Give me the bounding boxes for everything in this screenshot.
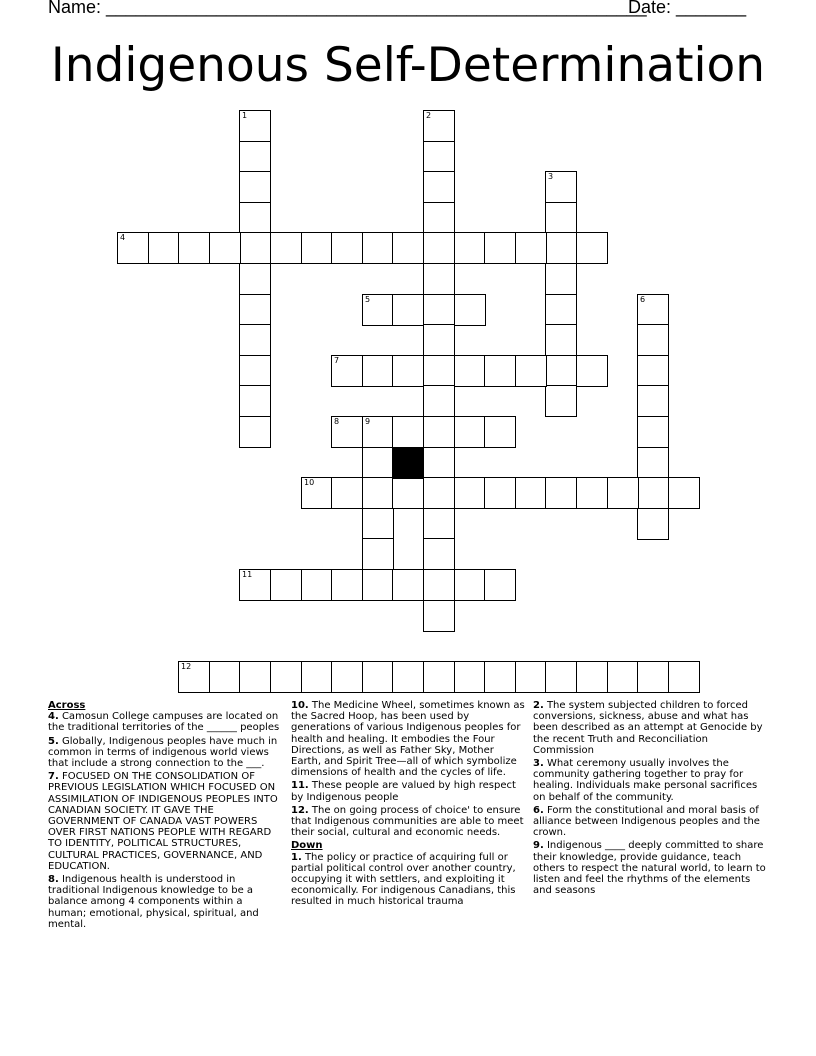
clue-down-6: 6. Form the constitutional and moral basis of alliance between Indigenous peoples and the crown.: [533, 804, 760, 839]
grid-cell[interactable]: [392, 355, 424, 387]
grid-cell[interactable]: [515, 355, 547, 387]
clue-down-9: 9. Indigenous ____ deeply committed to share their knowledge, provide guidance, teach others to respect the natural world, to learn to listen and feel the rhythms of the elements and seasons: [533, 840, 766, 897]
grid-cell[interactable]: [392, 569, 424, 601]
grid-cell[interactable]: [637, 508, 669, 540]
grid-cell[interactable]: [454, 661, 486, 693]
grid-cell[interactable]: [239, 141, 271, 173]
grid-cell[interactable]: [637, 416, 669, 448]
grid-cell[interactable]: [423, 508, 455, 540]
grid-cell[interactable]: [331, 569, 363, 601]
grid-cell[interactable]: [392, 416, 424, 448]
clue-number: 8: [334, 417, 340, 426]
clue-number: 12: [181, 662, 192, 671]
grid-cell[interactable]: [239, 324, 271, 356]
grid-cell[interactable]: [239, 232, 271, 264]
grid-cell[interactable]: [270, 569, 302, 601]
grid-cell[interactable]: [423, 141, 455, 173]
clue-number: 7: [334, 356, 340, 365]
grid-cell[interactable]: [239, 110, 271, 142]
grid-cell[interactable]: [331, 416, 363, 448]
grid-cell[interactable]: [239, 385, 271, 417]
grid-cell[interactable]: [607, 477, 639, 509]
clues-column-2: [291, 700, 525, 910]
grid-cell[interactable]: [362, 508, 394, 540]
grid-cell[interactable]: [239, 171, 271, 203]
grid-cell[interactable]: [515, 232, 547, 264]
grid-cell[interactable]: [576, 661, 608, 693]
grid-cell[interactable]: [423, 232, 455, 264]
grid-cell[interactable]: [484, 477, 516, 509]
grid-cell[interactable]: [423, 569, 455, 601]
grid-cell[interactable]: [576, 477, 608, 509]
grid-cell[interactable]: [301, 232, 333, 264]
grid-cell[interactable]: [637, 447, 669, 479]
grid-cell[interactable]: [423, 294, 455, 326]
grid-cell[interactable]: [362, 355, 394, 387]
grid-cell[interactable]: [637, 661, 669, 693]
grid-cell[interactable]: [484, 232, 516, 264]
grid-cell[interactable]: [423, 263, 455, 295]
clue-number: 1: [242, 111, 248, 120]
grid-cell[interactable]: [270, 661, 302, 693]
grid-cell[interactable]: [362, 232, 394, 264]
grid-cell[interactable]: [423, 171, 455, 203]
clue-across-10: 10. The Medicine Wheel, sometimes known as the Sacred Hoop, has been used by generations of various Indigenous peoples for health and healing. It embodies the Four Directions, as well as Father Sky, Mother Earth, and Spirit Tree—all of which symbolize dimensions of health and the cycles of life.: [291, 700, 525, 779]
clue-across-7: 7. FOCUSED ON THE CONSOLIDATION OF PREVIOUS LEGISLATION WHICH FOCUSED ON ASSIMILATION OF INDIGENOUS PEOPLES INTO CANADIAN SOCIETY. IT GAVE THE GOVERNMENT OF CANADA VAST POWERS OVER FIRST NATIONS PEOPLE WITH REGARD TO IDENTITY, POLITICAL STRUCTURES, CULTURAL PRACTICES, GOVERNANCE, AND EDUCATION.: [48, 771, 278, 872]
grid-cell[interactable]: [178, 661, 210, 693]
grid-cell[interactable]: [637, 324, 669, 356]
clue-number: 6: [640, 295, 646, 304]
clue-across-12: 12. The on going process of choice' to ensure that Indigenous communities are able to meet their social, cultural and economic needs.: [291, 804, 524, 839]
grid-cell[interactable]: [239, 661, 271, 693]
down-heading: Down: [291, 840, 323, 852]
clues-column-1: [48, 700, 282, 932]
clue-across-8: 8. Indigenous health is understood in traditional Indigenous knowledge to be a balance among 4 components within a human; emotional, physical, spiritual, and mental.: [48, 874, 259, 930]
clue-down-3: 3. What ceremony usually involves the community gathering together to pray for healing. Individuals make personal sacrifices on behalf of the community.: [533, 758, 758, 803]
grid-cell[interactable]: [454, 477, 486, 509]
grid-cell[interactable]: [637, 385, 669, 417]
grid-cell[interactable]: [545, 661, 577, 693]
grid-cell[interactable]: [117, 232, 149, 264]
grid-cell[interactable]: [270, 232, 302, 264]
clue-number: 11: [242, 570, 253, 579]
grid-cell[interactable]: [454, 416, 486, 448]
grid-cell[interactable]: [331, 232, 363, 264]
clue-across-5: 5. Globally, Indigenous peoples have much in common in terms of indigenous world views that include a strong connection to the ___.: [48, 735, 278, 770]
grid-cell[interactable]: [423, 416, 455, 448]
grid-cell[interactable]: [392, 232, 424, 264]
grid-cell[interactable]: [392, 477, 424, 509]
grid-cell[interactable]: [362, 416, 394, 448]
grid-cell[interactable]: [423, 385, 455, 417]
clue-down-1: 1. The policy or practice of acquiring full or partial political control over another country, occupying it with settlers, and exploiting it economically. For indigenous Canadians, this resulted in much historical trauma: [291, 851, 516, 908]
grid-cell[interactable]: [362, 477, 394, 509]
grid-cell[interactable]: [148, 232, 180, 264]
clue-across-4: 4. Camosun College campuses are located on the traditional territories of the ______ peoples: [48, 711, 280, 734]
across-heading: Across: [48, 700, 86, 711]
grid-cell[interactable]: [454, 294, 486, 326]
grid-cell[interactable]: [454, 355, 486, 387]
grid-cell[interactable]: [362, 569, 394, 601]
grid-cell[interactable]: [362, 447, 394, 479]
grid-cell[interactable]: [576, 355, 608, 387]
grid-cell[interactable]: [423, 447, 455, 479]
date-field[interactable]: Date: _______: [628, 0, 747, 17]
grid-cell[interactable]: [301, 569, 333, 601]
grid-cell[interactable]: [239, 202, 271, 234]
grid-cell[interactable]: [668, 477, 700, 509]
grid-cell[interactable]: [454, 232, 486, 264]
grid-cell[interactable]: [637, 477, 669, 509]
grid-cell[interactable]: [362, 294, 394, 326]
grid-cell[interactable]: [209, 661, 241, 693]
grid-cell[interactable]: [545, 263, 577, 295]
grid-cell[interactable]: [545, 385, 577, 417]
grid-cell[interactable]: [423, 355, 455, 387]
grid-cell[interactable]: [545, 324, 577, 356]
grid-cell[interactable]: [239, 416, 271, 448]
grid-cell[interactable]: [607, 661, 639, 693]
grid-cell[interactable]: [423, 661, 455, 693]
grid-cell[interactable]: [239, 355, 271, 387]
clue-down-2: 2. The system subjected children to forced conversions, sickness, abuse and what has been described as an attempt at Genocide by the recent Truth and Reconciliation Commission: [533, 700, 763, 756]
grid-cell[interactable]: [331, 477, 363, 509]
grid-cell[interactable]: [362, 538, 394, 570]
grid-cell[interactable]: [423, 324, 455, 356]
grid-cell[interactable]: [545, 202, 577, 234]
grid-cell[interactable]: [331, 661, 363, 693]
grid-cell[interactable]: [545, 294, 577, 326]
grid-cell[interactable]: [301, 661, 333, 693]
clue-number: 2: [426, 111, 432, 120]
grid-cell[interactable]: [576, 232, 608, 264]
grid-cell[interactable]: [637, 355, 669, 387]
grid-cell[interactable]: [484, 416, 516, 448]
clue-number: 3: [548, 172, 554, 181]
grid-cell[interactable]: [484, 661, 516, 693]
grid-cell[interactable]: [239, 263, 271, 295]
header: [48, 0, 748, 21]
grid-cell[interactable]: [423, 202, 455, 234]
grid-cell[interactable]: [515, 477, 547, 509]
clue-across-11: 11. These people are valued by high respect by Indigenous people: [291, 780, 516, 803]
grid-cell[interactable]: [209, 232, 241, 264]
grid-cell[interactable]: [545, 232, 577, 264]
grid-cell[interactable]: [668, 661, 700, 693]
grid-cell[interactable]: [454, 569, 486, 601]
grid-black-cell: [392, 447, 424, 479]
grid-cell[interactable]: [301, 477, 333, 509]
grid-cell[interactable]: [423, 477, 455, 509]
grid-cell[interactable]: [392, 661, 424, 693]
grid-cell[interactable]: [423, 110, 455, 142]
grid-cell[interactable]: [484, 355, 516, 387]
grid-cell[interactable]: [545, 355, 577, 387]
clue-number: 9: [365, 417, 371, 426]
grid-cell[interactable]: [637, 294, 669, 326]
grid-cell[interactable]: [423, 538, 455, 570]
grid-cell[interactable]: [515, 661, 547, 693]
clue-number: 4: [120, 233, 126, 242]
grid-cell[interactable]: [239, 569, 271, 601]
grid-cell[interactable]: [545, 477, 577, 509]
clue-number: 10: [304, 478, 315, 487]
grid-cell[interactable]: [239, 294, 271, 326]
grid-cell[interactable]: [484, 569, 516, 601]
grid-cell[interactable]: [178, 232, 210, 264]
grid-cell[interactable]: [545, 171, 577, 203]
name-field[interactable]: Name: ______________________________________________________: [48, 0, 647, 17]
grid-cell[interactable]: [392, 294, 424, 326]
grid-cell[interactable]: [362, 661, 394, 693]
clue-number: 5: [365, 295, 371, 304]
grid-cell[interactable]: [331, 355, 363, 387]
page-title: Indigenous Self-Determination: [50, 38, 766, 93]
clues-column-3: [533, 700, 767, 898]
grid-cell[interactable]: [423, 600, 455, 632]
